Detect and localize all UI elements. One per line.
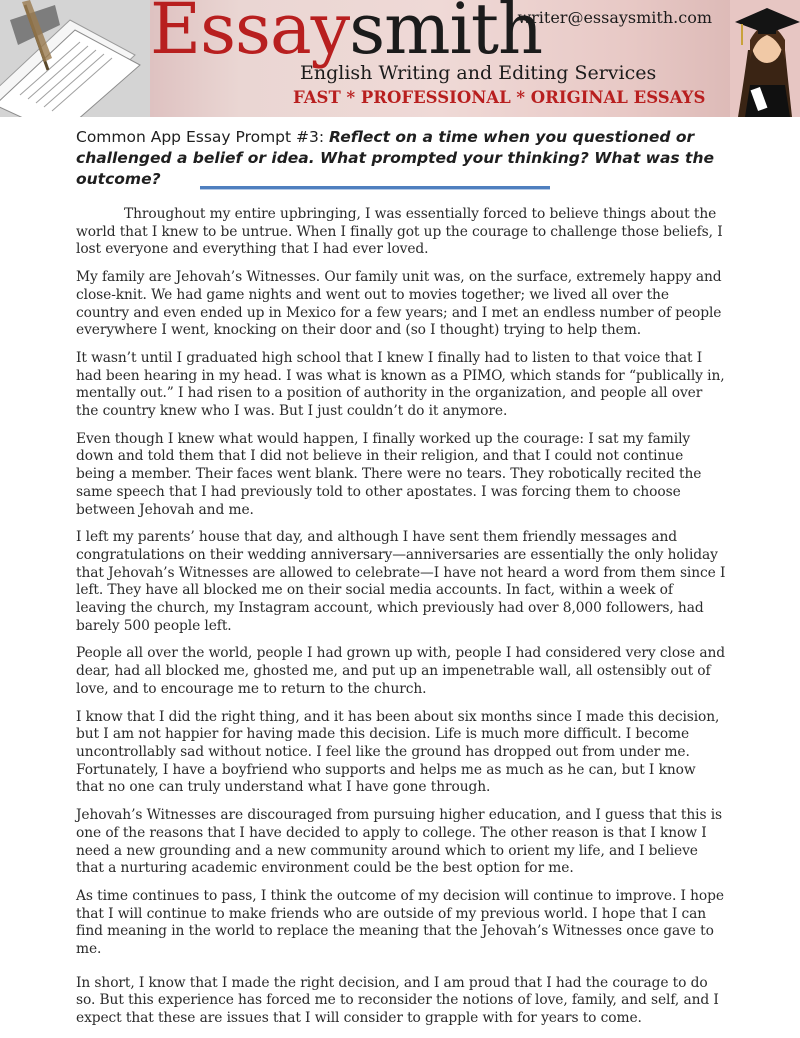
essay-paragraph: It wasn’t until I graduated high school that I knew I finally had to listen to that voice that I had been hearing in my head. I was what is known as a PIMO, which stands for “publically in, mentally out.” I had risen to a position of authority in the organization, and people all over the country knew who I was. But I just couldn’t do it anymore.	[76, 349, 725, 420]
essay-paragraph: I know that I did the right thing, and it has been about six months since I made this decision, but I am not happier for having made this decision. Life is much more difficult. I become uncontrollably sad without notice. I feel like the ground has dropped out from under me. Fortunately, I have a boyfriend who supports and helps me as much as he can, but I know that no one can truly understand what I have gone through.	[76, 708, 720, 796]
header-banner	[0, 0, 800, 117]
essay-paragraph: Throughout my entire upbringing, I was essentially forced to believe things about the world that I knew to be untrue. When I finally got up the courage to challenge those beliefs, I lost everyone and everything that I had ever loved.	[76, 206, 723, 258]
brand-logo-part1: Essay	[150, 0, 350, 70]
divider	[200, 186, 550, 189]
essay-paragraph: Even though I knew what would happen, I finally worked up the courage: I sat my family down and told them that I did not believe in their religion, and that I could not continue being a member. Their faces went blank. There were no tears. They robotically recited the same speech that I had previously told to other apostates. I was forcing them to choose between Jehovah and me.	[76, 430, 702, 518]
essay-body	[76, 206, 726, 1038]
essay-paragraph: Jehovah’s Witnesses are discouraged from pursuing higher education, and I guess that this is one of the reasons that I have decided to apply to college. The other reason is that I know I need a new grounding and a new community around which to orient my life, and I believe that a nurturing academic environment could be the best option for me.	[76, 807, 723, 877]
essay-paragraph: As time continues to pass, I think the outcome of my decision will continue to improve. I hope that I will continue to make friends who are outside of my previous world. I hope that I can find meaning in the world to replace the meaning that the Jehovah’s Witnesses once gave to me.	[76, 887, 724, 958]
slogan: FAST * PROFESSIONAL * ORIGINAL ESSAYS	[293, 88, 706, 107]
contact-email: writer@essaysmith.com	[517, 8, 712, 27]
prompt-question: Reflect on a time when you questioned or challenged a belief or idea. What prompted your thinking? What was the outcome?	[76, 128, 715, 188]
tagline: English Writing and Editing Services	[300, 62, 657, 84]
graduate-icon	[730, 0, 800, 117]
brand-logo-part2: smith	[349, 0, 543, 70]
essay-paragraph: People all over the world, people I had grown up with, people I had considered very close and dear, had all blocked me, ghosted me, and put up an impenetrable wall, all ostensibly out of love, and to encourage me to return to the church.	[76, 645, 726, 697]
prompt-heading	[76, 127, 726, 190]
essay-paragraph: In short, I know that I made the right decision, and I am proud that I had the courage to do so. But this experience has forced me to reconsider the notions of love, family, and self, and I expect that these are issues that I will consider to grapple with for years to come.	[76, 974, 719, 1027]
essay-paragraph: My family are Jehovah’s Witnesses. Our family unit was, on the surface, extremely happy and close-knit. We had game nights and went out to movies together; we lived all over the country and even ended up in Mexico for a few years; and I met an endless number of people everywhere I went, knocking on their door and (so I thought) trying to help them.	[76, 269, 722, 339]
papers-quill-icon	[0, 0, 150, 117]
prompt-label: Common App Essay Prompt #3:	[76, 128, 330, 146]
essay-paragraph: I left my parents’ house that day, and although I have sent them friendly messages and congratulations on their wedding anniversary—anniversaries are essentially the only holiday that Jehovah’s Witnesses are allowed to celebrate—I have not heard a word from them since I left. They have all blocked me on their social media accounts. In fact, within a week of leaving the church, my Instagram account, which previously had over 8,000 followers, had barely 500 people left.	[76, 529, 726, 634]
brand-logo	[150, 0, 543, 70]
